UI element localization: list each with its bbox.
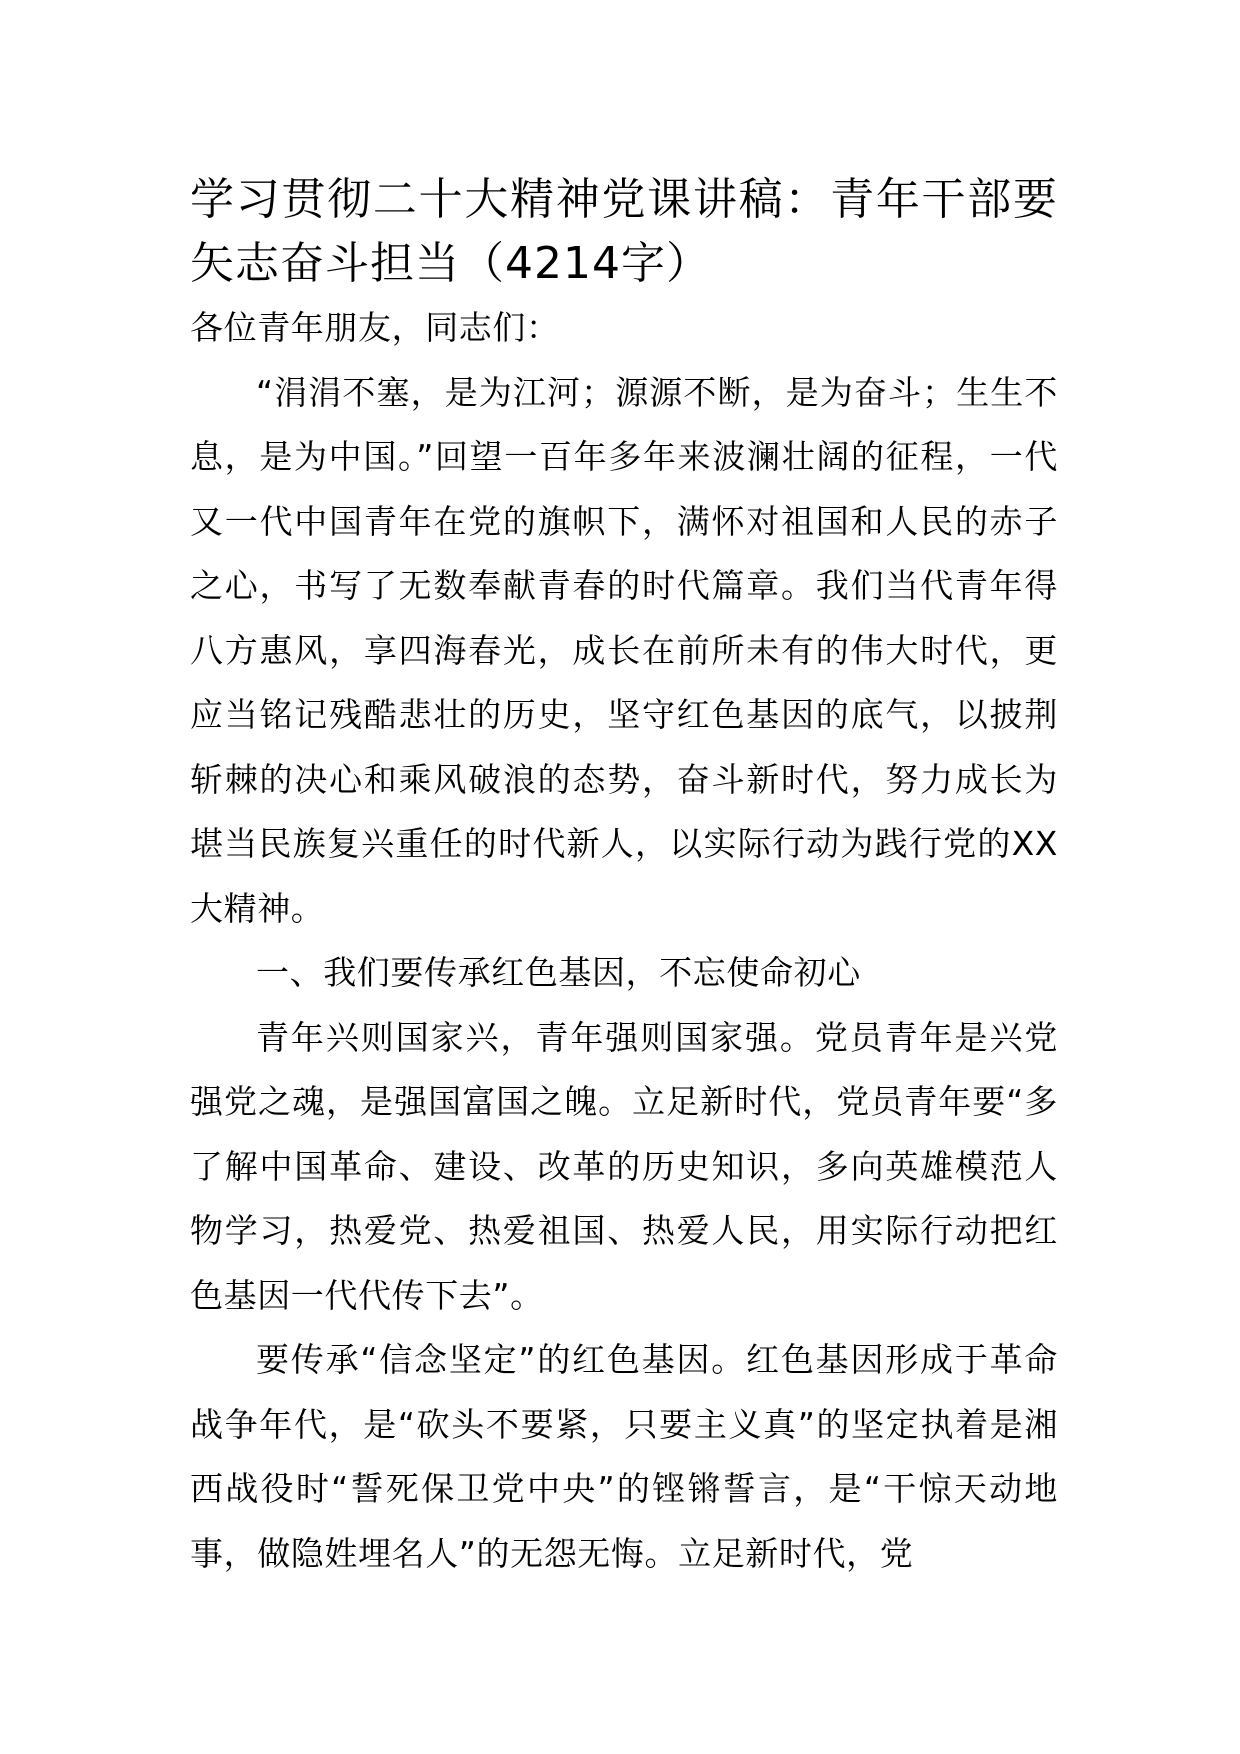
section-heading: 一、我们要传承红色基因，不忘使命初心 (256, 953, 861, 992)
salutation: 各位青年朋友，同志们： (190, 308, 560, 347)
intro-paragraph: “涓涓不塞，是为江河；源源不断，是为奋斗；生生不息，是为中国。”回望一百年多年来波澜壮阔的征程，一代又一代中国青年在党的旗帜下，满怀对祖国和人民的赤子之心，书写了无数奉献青春的时代篇章。我们当代青年得八方惠风，享四海春光，成长在前所未有的伟大时代，更应当铭记残酷悲壮的历史，坚守红色基因的底气，以披荆斩棘的决心和乘风破浪的态势，奋斗新时代，努力成长为堪当民族复兴重任的时代新人，以实际行动为践行党的XX大精神。 (190, 372, 1058, 928)
section-paragraph: 青年兴则国家兴，青年强则国家强。党员青年是兴党强党之魂，是强国富国之魄。立足新时代，党员青年要“多了解中国革命、建设、改革的历史知识，多向英雄模范人物学习，热爱党、热爱祖国、热爱人民，用实际行动把红色基因一代代传下去”。 (190, 1017, 1058, 1315)
document-title: 学习贯彻二十大精神党课讲稿：青年干部要矢志奋斗担当（4214字） (190, 174, 1058, 289)
document-content (190, 168, 1058, 1586)
section-paragraph: 要传承“信念坚定”的红色基因。红色基因形成于革命战争年代，是“砍头不要紧，只要主义真”的坚定执着是湘西战役时“誓死保卫党中央”的铿锵誓言，是“干惊天动地事，做隐姓埋名人”的无怨无悔。立足新时代，党 (190, 1340, 1058, 1573)
document-body (190, 296, 1058, 1586)
